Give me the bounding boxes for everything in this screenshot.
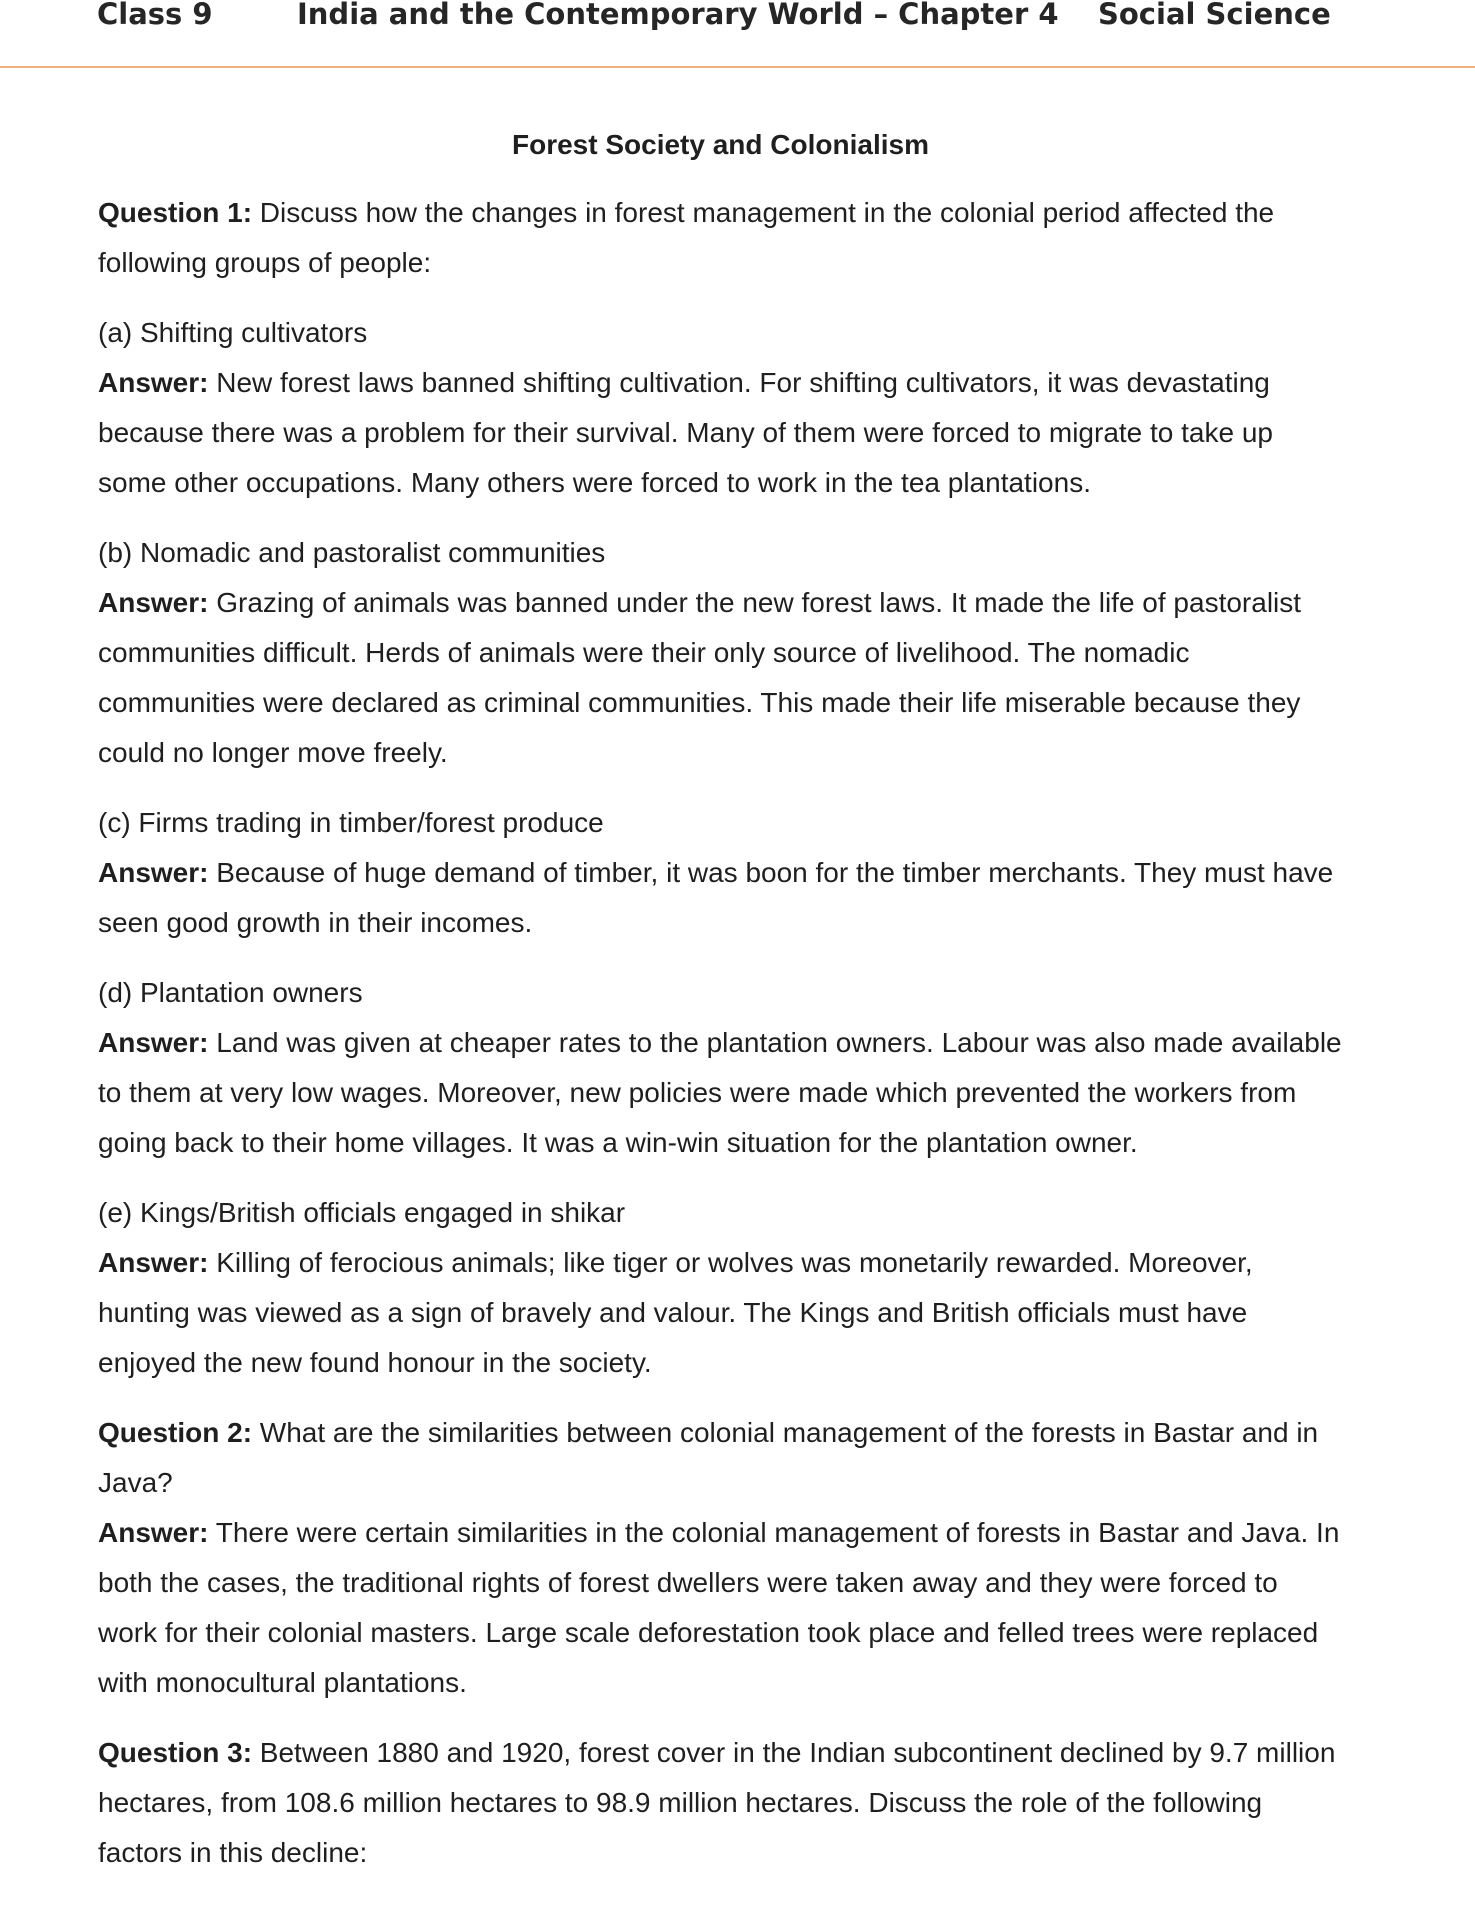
question-2 (98, 1408, 1343, 1508)
document-title: Forest Society and Colonialism (512, 129, 929, 160)
question-label: Question 1: (98, 197, 253, 228)
part-heading-b: (b) Nomadic and pastoralist communities (98, 537, 606, 568)
header-subject: Social Science (1098, 0, 1331, 31)
answer-q2 (98, 1508, 1343, 1708)
page-header (0, 0, 1475, 68)
answer-text: New forest laws banned shifting cultivation. For shifting cultivators, it was devastating because there was a problem for their survival. Many of them were forced to migrate to take up some other occupations. Many others were forced to work in the tea plantations. (98, 367, 1274, 498)
answer-b (98, 578, 1343, 778)
part-heading-d: (d) Plantation owners (98, 977, 363, 1008)
document-body (98, 120, 1343, 1878)
answer-text: Killing of ferocious animals; like tiger or wolves was monetarily rewarded. Moreover, hunting was viewed as a sign of bravely and valour. The Kings and British officials must have enjoyed the new found honour in the society. (98, 1247, 1253, 1378)
question-text: Between 1880 and 1920, forest cover in the Indian subcontinent declined by 9.7 million hectares, from 108.6 million hectares to 98.9 million hectares. Discuss the role of the following factors in this decline: (98, 1737, 1336, 1868)
answer-label: Answer: (98, 1247, 209, 1278)
question-text: Discuss how the changes in forest management in the colonial period affected the following groups of people: (98, 197, 1275, 278)
answer-text: Land was given at cheaper rates to the plantation owners. Labour was also made available to them at very low wages. Moreover, new policies were made which prevented the workers from going back to their home villages. It was a win-win situation for the plantation owner. (98, 1027, 1342, 1158)
answer-label: Answer: (98, 1027, 209, 1058)
answer-label: Answer: (98, 587, 209, 618)
question-label: Question 2: (98, 1417, 253, 1448)
answer-label: Answer: (98, 367, 209, 398)
question-text: What are the similarities between colonial management of the forests in Bastar and in Java? (98, 1417, 1319, 1498)
header-book-chapter: India and the Contemporary World – Chapter 4 (297, 0, 1059, 31)
answer-e (98, 1238, 1343, 1388)
header-class: Class 9 (97, 0, 213, 31)
answer-text: Because of huge demand of timber, it was boon for the timber merchants. They must have seen good growth in their incomes. (98, 857, 1334, 938)
question-3 (98, 1728, 1343, 1878)
answer-a (98, 358, 1343, 508)
question-1 (98, 188, 1343, 288)
question-label: Question 3: (98, 1737, 253, 1768)
answer-c (98, 848, 1343, 948)
answer-text: There were certain similarities in the colonial management of forests in Bastar and Java. In both the cases, the traditional rights of forest dwellers were taken away and they were forced to work for their colonial masters. Large scale deforestation took place and felled trees were replaced with monocultural plantations. (98, 1517, 1340, 1698)
part-heading-c: (c) Firms trading in timber/forest produce (98, 807, 604, 838)
answer-d (98, 1018, 1343, 1168)
answer-label: Answer: (98, 1517, 209, 1548)
part-heading-e: (e) Kings/British officials engaged in shikar (98, 1197, 626, 1228)
part-heading-a: (a) Shifting cultivators (98, 317, 368, 348)
answer-label: Answer: (98, 857, 209, 888)
answer-text: Grazing of animals was banned under the new forest laws. It made the life of pastoralist communities difficult. Herds of animals were their only source of livelihood. The nomadic communities were declared as criminal communities. This made their life miserable because they could no longer move freely. (98, 587, 1302, 768)
